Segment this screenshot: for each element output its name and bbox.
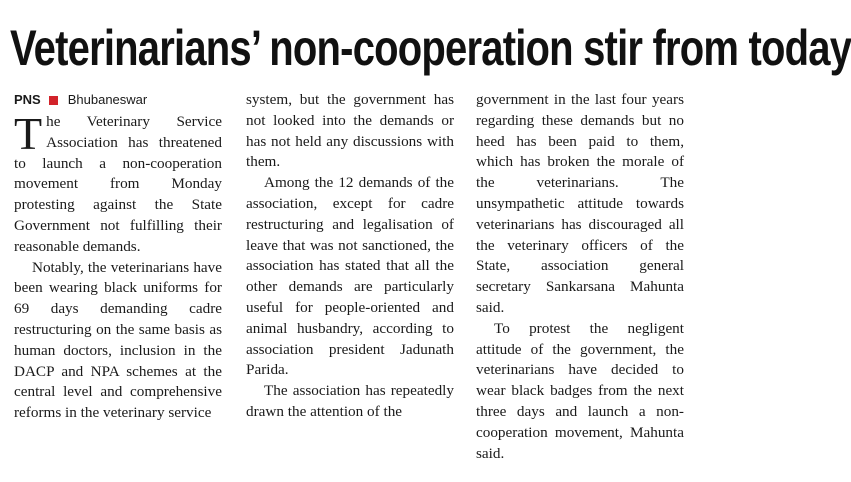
article-column-1 <box>14 90 222 480</box>
headline: Veterinarians’ non-cooperation stir from today <box>10 20 851 76</box>
byline <box>14 90 222 110</box>
paragraph: The Veterinary Service Association has threatened to launch a non-cooperation movement from Monday protesting against the State Government not fulfilling their reasonable demands. <box>14 108 222 255</box>
headline-block <box>10 8 851 88</box>
article-column-3 <box>476 90 684 480</box>
article-column-2 <box>246 90 454 480</box>
red-square-bullet-icon <box>49 96 58 105</box>
paragraph: Among the 12 demands of the association, except for cadre restructuring and legalisation of leave that was not sanctioned, the association has stated that all the other demands are particularly useful for people-oriented and animal husbandry, according to association president Jadunath Parida. <box>246 174 454 379</box>
paragraph: Notably, the veterinarians have been wearing black uniforms for 69 days demanding cadre restructuring on the same basis as human doctors, inclusion in the DACP and NPA schemes at the central level and comprehensive reforms in the veterinary service <box>14 258 222 422</box>
paragraph: The association has repeatedly drawn the attention of the <box>246 382 454 420</box>
paragraph: government in the last four years regarding these demands but no heed has been paid to them, which has broken the morale of the veterinarians. The unsympathetic attitude towards veterinarians has discouraged all the veterinary officers of the State, association general secretary Sankarsana Mahunta said. <box>476 91 684 316</box>
byline-agency: PNS <box>14 92 41 107</box>
paragraph: system, but the government has not looked into the demands or has not held any discussions with them. <box>246 91 454 171</box>
drop-cap: T <box>14 108 43 159</box>
paragraph: To protest the negligent attitude of the government, the veterinarians have decided to wear black badges from the next three days and launch a non-cooperation movement, Mahunta said. <box>476 319 684 462</box>
byline-location: Bhubaneswar <box>67 92 148 107</box>
